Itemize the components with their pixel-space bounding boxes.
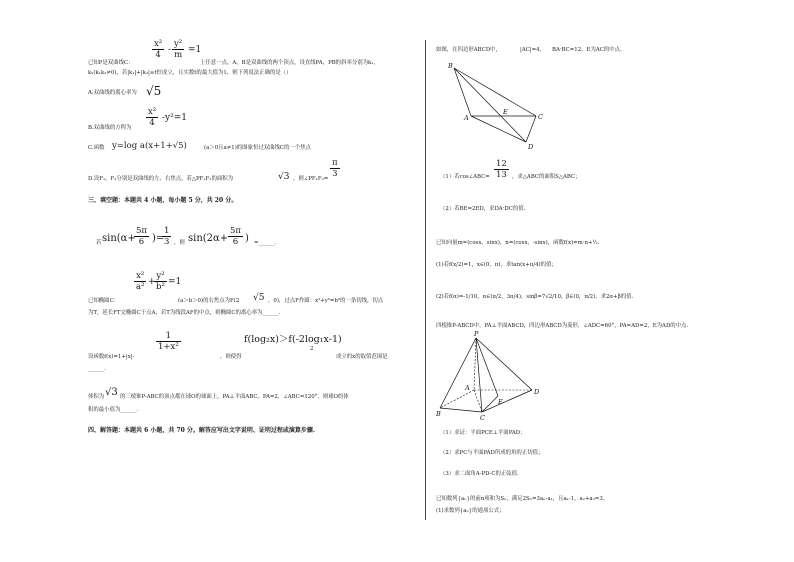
- hyperbola-minus: -: [168, 45, 172, 55]
- option-b-text: B.双曲线的方程为: [88, 125, 132, 131]
- seq-line2: (1)求数列{aₙ}的通项公式；: [436, 508, 505, 514]
- option-b-frac: $\frac{\text{x²}}{4}$: [148, 107, 157, 128]
- func-mid: ，则使得: [220, 354, 242, 360]
- trig-math2-end: ): [245, 233, 249, 244]
- label-e: E: [503, 108, 508, 116]
- hyperbola-line2: k₂(k₁k₂≠0)，若|k₁|+|k₂|≥t恒成立，且实数t的最大值为1，则下列说法正确的是（）: [88, 70, 292, 76]
- trig-frac-1-3: $\frac{1}{3}$: [164, 226, 170, 247]
- trig-frac-5pi-6-b: $\frac{5\pi}{6}$: [230, 226, 241, 247]
- trig-mid: ，则: [174, 240, 185, 246]
- pyramid-figure: [436, 332, 546, 422]
- option-c-text: C.函数: [88, 145, 105, 151]
- label-c: C: [538, 113, 543, 121]
- vec-line3: (2)若f(α)=-1/10，α∈(π/2，3π/4)，sinβ=7√2/10，β∈(0，π/2)，求2α+β的值.: [436, 294, 634, 300]
- vec-line2: (1)若f(x/2)=1，x∈(0，π)，求tan(x+π/4)的值；: [436, 262, 557, 268]
- quad-sub1-suffix: ，求△ABC的面积S△ABC；: [512, 174, 581, 180]
- column-divider: [425, 40, 426, 520]
- option-d-mid: ，则∠PF₁F₂=: [293, 176, 329, 182]
- hyperbola-frac-x: $\frac{\text{x²}}{4}$: [154, 39, 163, 60]
- pyramid-sub2: （2）求PC与平面PAD所成的角的正切值；: [440, 450, 544, 456]
- func-suffix: 成立的x的取值范围是: [336, 354, 388, 360]
- section-3-heading: 三、填空题：本题共 4 小题，每小题 5 分，共 20 分。: [88, 197, 238, 204]
- option-a-value: √5: [146, 84, 162, 98]
- pyramid-line1: 四棱锥P-ABCD中，PA⊥平面ABCD，四边形ABCD为菱形，∠ADC=60°，PA=AD=2，E为AD的中点.: [436, 323, 689, 329]
- trig-frac-5pi-6: $\frac{5\pi}{6}$: [136, 226, 147, 247]
- option-c-suffix: (a＞0且a≠1)的图象恒过双曲线C的一个焦点: [204, 145, 311, 151]
- sphere-line2: 积的最小值为______.: [88, 407, 139, 413]
- ellipse-frac-y: $\frac{\text{y²}}{\text{b²}}$: [156, 271, 165, 292]
- label-d2: D: [534, 388, 540, 396]
- quad-sub1-frac: $\frac{12}{13}$: [496, 159, 507, 180]
- func-inequality-base: 2: [310, 346, 314, 352]
- pyramid-sub1: （1）求证：平面PCE⊥平面PAD；: [440, 430, 526, 436]
- ellipse-sqrt: √5: [253, 293, 265, 303]
- sphere-prefix: 体积为: [88, 394, 105, 400]
- trig-prefix: 若: [96, 240, 102, 246]
- option-b-rest: -y²=1: [162, 113, 188, 123]
- label-c2: C: [480, 414, 485, 422]
- ellipse-eq: =1: [168, 277, 182, 287]
- func-prefix: 设函数f(x)=1+|x|-: [88, 354, 135, 360]
- quad-vec1: |AC|=4，: [520, 47, 545, 53]
- hyperbola-eq: =1: [188, 45, 202, 55]
- label-b2: B: [436, 410, 441, 418]
- sphere-rest: 的三棱锥P-ABC的顶点都在球O的球面上，PA⊥平面ABC，PA=2，∠ABC=120°，则球O的体: [120, 394, 349, 400]
- option-c-math: y=log a(x+1+√5): [112, 141, 187, 151]
- hyperbola-line1-suffix: 上任意一点，A，B是双曲线的两个顶点，设直线PA，PB的斜率分别为k₁，: [200, 60, 379, 66]
- quad-sub2: （2）若BE=2ED，求DA·DC的值.: [440, 206, 526, 212]
- label-d: D: [528, 143, 534, 151]
- ellipse-line2: 为T，延长FT交椭圆C于点A，若T为线段AF的中点，则椭圆C的离心率为______.: [88, 310, 281, 316]
- sphere-sqrt: √3: [105, 387, 118, 398]
- option-d-sqrt: √3: [278, 172, 290, 182]
- trig-math2: sin(2α+: [188, 233, 229, 244]
- section-4-heading: 四、解答题：本题共 6 小题，共 70 分。解答应写出文字说明、证明过程或演算步骤.: [88, 427, 315, 434]
- option-d-text: D.设F₁，F₂分别是双曲线的左、右焦点，若△PF₁F₂的面积为: [88, 176, 234, 182]
- quad-prefix: 如图，在四边形ABCD中，: [436, 47, 501, 53]
- trig-math1: sin(α+: [102, 233, 136, 244]
- right-column: [436, 0, 736, 562]
- label-p: P: [474, 330, 479, 338]
- quad-vec2: BA·BC=12，E为AC的中点.: [552, 47, 622, 53]
- func-line2: ______.: [88, 366, 106, 372]
- pyramid-sub3: （3）求二面角A-PD-C的正弦值.: [440, 471, 519, 477]
- seq-line1: 已知数列{aₙ}的前n项和为Sₙ，满足2Sₙ=3aₙ-a₁，且a₁-1，a₂+a₃=3。: [436, 496, 609, 502]
- func-inequality: f(log₂x)＞f(-2log₁x-1): [244, 334, 342, 345]
- trig-suffix: =______.: [254, 240, 277, 246]
- label-e2: E: [498, 398, 503, 406]
- ellipse-prefix: 已知椭圆C：: [88, 298, 120, 304]
- quadrilateral-figure: [448, 60, 558, 150]
- hyperbola-line1-prefix: 已知P是双曲线C：: [88, 60, 134, 66]
- label-b: B: [448, 62, 453, 70]
- vec-line1: 已知向量m=(cosx，sinx)，n=(cosx，-sinx)，函数f(x)=m·n+½.: [436, 240, 600, 246]
- quad-sub1-prefix: （1）若cos∠ABC=: [440, 174, 490, 180]
- option-a-text: A.双曲线的离心率为: [88, 90, 137, 96]
- label-a2: A: [465, 384, 470, 392]
- hyperbola-frac-y: $\frac{\text{y²}}{m}$: [174, 39, 183, 60]
- ellipse-mid: (a＞b＞0)的右焦点为F(2: [178, 298, 240, 304]
- ellipse-plus: +: [148, 277, 156, 287]
- option-d-frac: $\frac{\pi}{3}$: [332, 158, 338, 179]
- left-column: [88, 0, 418, 562]
- label-a: A: [464, 114, 469, 122]
- ellipse-frac-x: $\frac{\text{x²}}{\text{a²}}$: [136, 271, 145, 292]
- trig-math1-end: )=: [152, 233, 165, 244]
- ellipse-rest: ，0)，过点F作圆：x²+y²=b²的一条切线，切点: [268, 298, 384, 304]
- func-frac: $\frac{1}{\text{1+x²}}$: [158, 331, 179, 352]
